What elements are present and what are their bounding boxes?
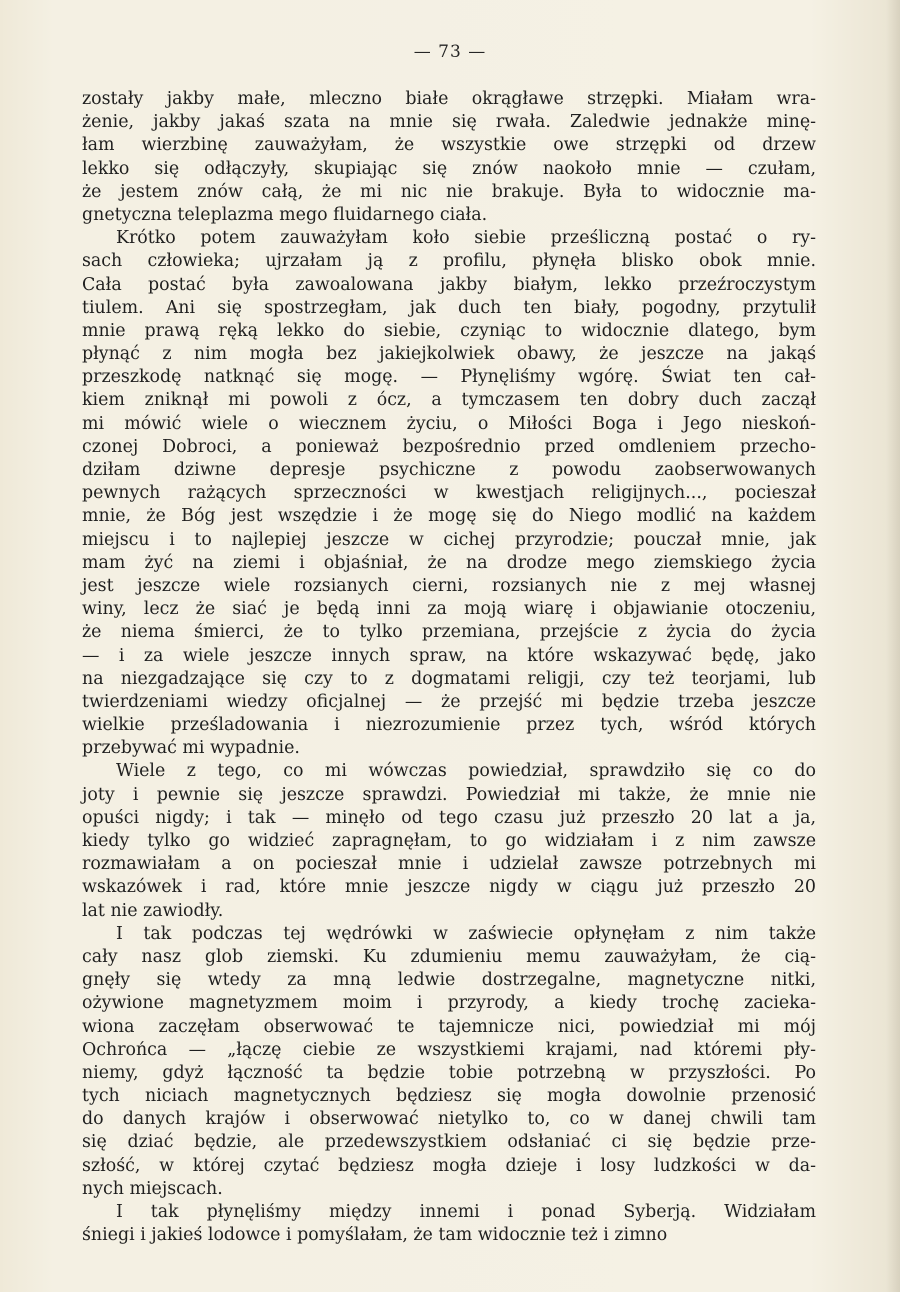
text-line: łam wierzbinę zauważyłam, że wszystkie owe strzępki od drzew	[82, 135, 816, 156]
text-line: nych miejscach.	[82, 1178, 223, 1199]
text-line: — i za wiele jeszcze innych spraw, na które wskazywać będę, jako	[82, 645, 816, 666]
text-line: kiem zniknął mi powoli z ócz, a tymczasem ten dobry duch zaczął	[82, 390, 816, 411]
text-line: sach człowieka; ujrzałam ją z profilu, płynęła blisko obok mnie.	[82, 251, 816, 272]
text-line: przebywać mi wypadnie.	[82, 738, 300, 759]
text-line: tych niciach magnetycznych będziesz się mogła dowolnie przenosić	[82, 1086, 816, 1107]
text-line: ożywione magnetyzmem moim i przyrody, a kiedy trochę zacieka-	[82, 993, 816, 1014]
text-line: dziłam dziwne depresje psychiczne z powodu zaobserwowanych	[82, 460, 816, 480]
text-line: lat nie zawiodły.	[82, 900, 224, 921]
text-line: miejscu i to najlepiej jeszcze w cichej przyrodzie; pouczał mnie, jak	[82, 529, 816, 550]
text-line: że jestem znów całą, że mi nic nie brakuje. Była to widocznie ma-	[82, 181, 816, 202]
text-line: czonej Dobroci, a ponieważ bezpośrednio przed omdleniem przecho-	[82, 436, 816, 457]
text-line: wielkie prześladowania i niezrozumienie przez tych, wśród których	[82, 715, 816, 736]
text-line: się dziać będzie, ale przedewszystkiem odsłaniać ci się będzie prze-	[82, 1132, 816, 1153]
text-line: szłość, w której czytać będziesz mogła dzieje i losy ludzkości w da-	[82, 1155, 816, 1176]
text-line: że niema śmierci, że to tylko przemiana, przejście z życia do życia	[82, 622, 816, 643]
text-line: twierdzeniami wiedzy oficjalnej — że przejść mi będzie trzeba jeszcze	[82, 691, 816, 712]
text-line: I tak podczas tej wędrówki w zaświecie opłynęłam z nim także	[116, 923, 816, 944]
text-line: Wiele z tego, co mi wówczas powiedział, sprawdziło się co do	[116, 761, 816, 782]
text-line: Ochrońca — „łączę ciebie ze wszystkiemi krajami, nad któremi pły-	[82, 1039, 816, 1060]
text-line: kiedy tylko go widzieć zapragnęłam, to go widziałam i z nim zawsze	[82, 831, 816, 851]
text-line: śniegi i jakieś lodowce i pomyślałam, że tam widocznie też i zimno	[82, 1225, 668, 1246]
text-line: mnie prawą ręką lekko do siebie, czyniąc to widocznie dlatego, bym	[82, 320, 816, 341]
text-line: jest jeszcze wiele rozsianych cierni, rozsianych nie z mej własnej	[82, 575, 816, 596]
text-line: lekko się odłączyły, skupiając się znów naokoło mnie — czułam,	[82, 158, 816, 179]
text-line: mam żyć na ziemi i objaśniał, że na drodze mego ziemskiego życia	[82, 552, 816, 573]
text-line: do danych krajów i obserwować nietylko to, co w danej chwili tam	[82, 1109, 816, 1130]
text-line: przeszkodę natknąć się mogę. — Płynęliśmy wgórę. Świat ten cał-	[82, 367, 816, 388]
page-number: — 73 —	[413, 42, 487, 62]
text-line: pewnych rażących sprzeczności w kwestjach religijnych..., pocieszał	[82, 483, 816, 504]
text-line: Krótko potem zauważyłam koło siebie prześliczną postać o ry-	[116, 228, 816, 249]
text-line: zostały jakby małe, mleczno białe okrągławe strzępki. Miałam wra-	[82, 89, 816, 109]
text-line: żenie, jakby jakaś szata na mnie się rwała. Zaledwie jednakże minę-	[82, 112, 816, 133]
text-line: Cała postać była zawoalowana jakby białym, lekko przeźroczystym	[82, 274, 816, 295]
text-line: niemy, gdyż łączność ta będzie tobie potrzebną w przyszłości. Po	[82, 1062, 816, 1083]
text-line: mnie, że Bóg jest wszędzie i że mogę się do Niego modlić na każdem	[82, 506, 816, 527]
text-line: cały nasz glob ziemski. Ku zdumieniu memu zauważyłam, że cią-	[82, 946, 816, 967]
text-line: rozmawiałam a on pocieszał mnie i udzielał zawsze potrzebnych mi	[82, 854, 816, 875]
text-line: joty i pewnie się jeszcze sprawdzi. Powiedział mi także, że mnie nie	[82, 784, 816, 805]
body-text	[82, 88, 816, 1247]
text-line: winy, lecz że siać je będą inni za moją wiarę i objawianie otoczeniu,	[82, 599, 816, 620]
text-line: gnetyczna teleplazma mego fluidarnego ciała.	[82, 204, 488, 225]
text-line: opuści nigdy; i tak — minęło od tego czasu już przeszło 20 lat a ja,	[82, 807, 816, 828]
text-line: wskazówek i rad, które mnie jeszcze nigdy w ciągu już przeszło 20	[82, 877, 816, 898]
text-line: I tak płynęliśmy między innemi i ponad Syberją. Widziałam	[116, 1202, 816, 1222]
text-line: mi mówić wiele o wiecznem życiu, o Miłości Boga i Jego nieskoń-	[82, 413, 816, 434]
page-edge-shadow	[886, 0, 900, 1292]
text-line: wiona zaczęłam obserwować te tajemnicze nici, powiedział mi mój	[82, 1016, 816, 1037]
text-line: gnęły się wtedy za mną ledwie dostrzegalne, magnetyczne nitki,	[82, 970, 816, 991]
text-line: na niezgadzające się czy to z dogmatami religji, czy też teorjami, lub	[82, 668, 816, 689]
text-line: płynąć z nim mogła bez jakiejkolwiek obawy, że jeszcze na jakąś	[82, 344, 816, 365]
text-line: tiulem. Ani się spostrzegłam, jak duch ten biały, pogodny, przytulił	[82, 297, 816, 318]
